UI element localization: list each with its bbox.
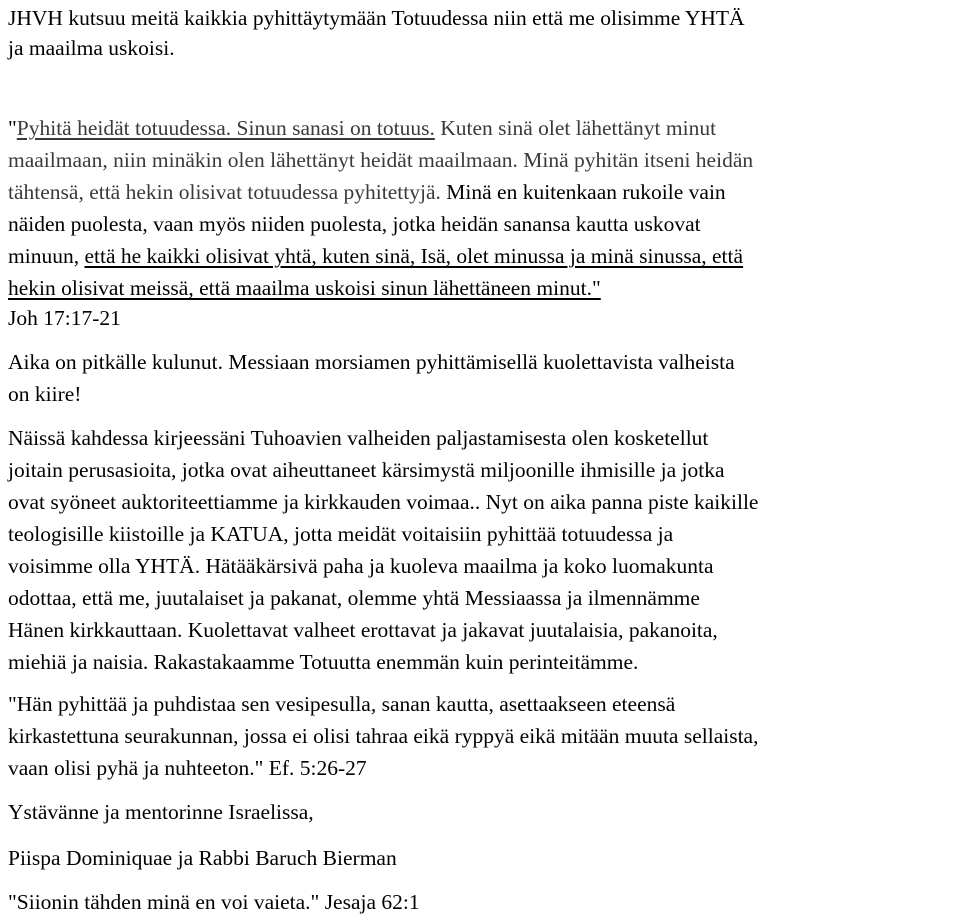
intro-line-1: JHVH kutsuu meitä kaikkia pyhittäytymään Totuudessa niin että me olisimme YHTÄ	[8, 6, 745, 30]
body-line-2: joitain perusasioita, jotka ovat aiheuttaneet kärsimystä miljoonille ihmisille ja jotka	[8, 458, 725, 482]
john-quote-text: Minä en kuitenkaan rukoile vain	[440, 180, 726, 204]
john-quote-underlined: että he kaikki olisivat yhtä, kuten sinä, Isä, olet minussa ja minä sinussa, että	[84, 244, 744, 268]
john-quote-text: Kuten sinä olet lähettänyt minut	[434, 116, 717, 140]
eph-quote-line-1: "Hän pyhittää ja puhdistaa sen vesipesulla, sanan kautta, asettaakseen eteensä	[8, 692, 676, 716]
intro-line-2: ja maailma uskoisi.	[8, 36, 175, 60]
body-line-1: Näissä kahdessa kirjeessäni Tuhoavien valheiden paljastamisesta olen kosketellut	[8, 426, 709, 450]
closing-signature: Piispa Dominiquae ja Rabbi Baruch Bierman	[8, 846, 397, 870]
john-quote-line-5	[8, 242, 743, 272]
closing-greeting: Ystävänne ja mentorinne Israelissa,	[8, 800, 314, 824]
closing-motto: "Siionin tähden minä en voi vaieta." Jesaja 62:1	[8, 890, 420, 914]
john-quote-text: minuun,	[8, 244, 85, 268]
body-line-5: voisimme olla YHTÄ. Hätääkärsivä paha ja kuoleva maailma ja koko luomakunta	[8, 554, 714, 578]
body-line-7: Hänen kirkkauttaan. Kuolettavat valheet erottavat ja jakavat juutalaisia, pakanoita,	[8, 618, 718, 642]
open-quote: "	[8, 116, 17, 140]
body-line-8: miehiä ja naisia. Rakastakaamme Totuutta enemmän kuin perinteitämme.	[8, 650, 639, 674]
eph-quote-line-3: vaan olisi pyhä ja nuhteeton." Ef. 5:26-27	[8, 756, 367, 780]
body-line-6: odottaa, että me, juutalaiset ja pakanat, olemme yhtä Messiaassa ja ilmennämme	[8, 586, 700, 610]
body-line-4: teologisille kiistoille ja KATUA, jotta meidät voitaisiin pyhittää totuudessa ja	[8, 522, 674, 546]
john-quote-underlined: Pyhitä heidät totuudessa. Sinun sanasi on totuus.	[16, 116, 435, 140]
urgency-line-2: on kiire!	[8, 382, 82, 406]
john-quote-line-2: maailmaan, niin minäkin olen lähettänyt heidät maailmaan. Minä pyhitän itseni heidän	[8, 148, 754, 172]
john-quote-text: tähtensä, että hekin olisivat totuudessa pyhitettyjä.	[8, 180, 441, 204]
john-quote-line-6: hekin olisivat meissä, että maailma uskoisi sinun lähettäneen minut."	[8, 276, 601, 300]
john-quote-line-4: näiden puolesta, vaan myös niiden puolesta, jotka heidän sanansa kautta uskovat	[8, 212, 701, 236]
eph-quote-line-2: kirkastettuna seurakunnan, jossa ei olisi tahraa eikä ryppyä eikä mitään muuta sellaista,	[8, 724, 759, 748]
john-quote-reference: Joh 17:17-21	[8, 306, 121, 330]
john-quote-line-3	[8, 178, 726, 208]
john-quote-line-1	[8, 114, 716, 144]
urgency-line-1: Aika on pitkälle kulunut. Messiaan morsiamen pyhittämisellä kuolettavista valheista	[8, 350, 735, 374]
body-line-3: ovat syöneet auktoriteettiamme ja kirkkauden voimaa.. Nyt on aika panna piste kaikille	[8, 490, 759, 514]
